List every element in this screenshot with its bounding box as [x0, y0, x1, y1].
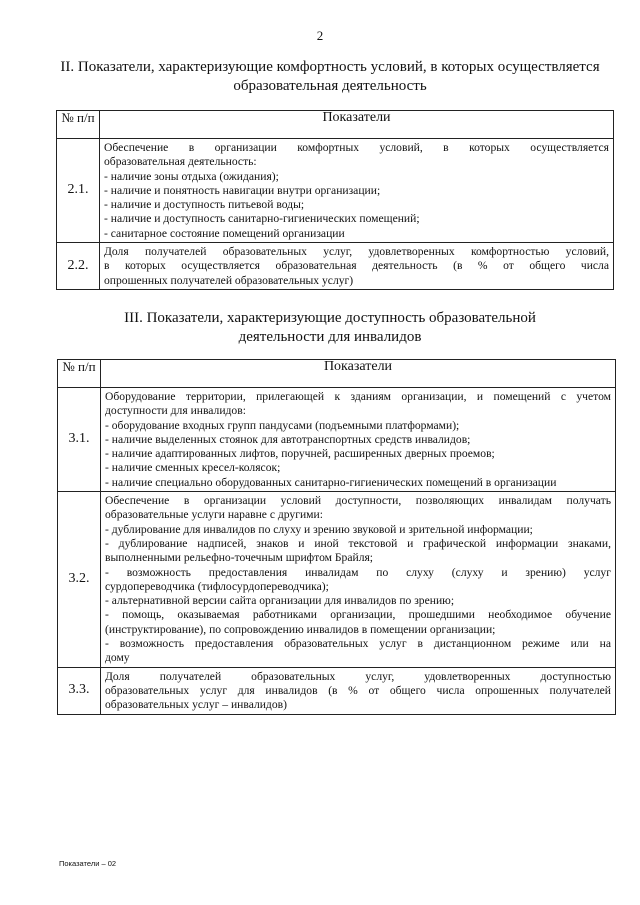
- indicator-line: Обеспечение в организации условий доступности, позволяющих инвалидам получать: [105, 494, 611, 508]
- indicator-line: образовательные услуги наравне с другими:: [105, 508, 323, 522]
- indicator-text: [101, 667, 616, 714]
- indicator-line: выполненными рельефно-точечным шрифтом Брайля;: [105, 551, 374, 565]
- row-number: 2.1.: [57, 139, 100, 243]
- indicator-line: - помощь, оказываемая работниками организации, прошедшими необходимое обучение: [105, 608, 611, 622]
- indicator-line: - возможность предоставления образовательных услуг в дистанционном режиме или на: [105, 637, 611, 651]
- indicator-line: - дублирование для инвалидов по слуху и зрению звуковой и зрительной информации;: [105, 522, 533, 536]
- table-row: [57, 243, 614, 290]
- indicator-line: - наличие и доступность питьевой воды;: [104, 198, 305, 212]
- table-row: [57, 139, 614, 243]
- indicator-line: (инструктирование), по сопровождению инвалидов в помещении организации;: [105, 622, 496, 636]
- indicator-line: - возможность предоставления инвалидам по слуху (слуху и зрению) услуг: [105, 565, 611, 579]
- section-3-title-line: деятельности для инвалидов: [238, 329, 422, 345]
- page-number: 2: [316, 28, 324, 43]
- section-2-title: [40, 58, 620, 96]
- indicator-line: - наличие и понятность навигации внутри организации;: [104, 183, 381, 197]
- indicator-line: - наличие зоны отдыха (ожидания);: [104, 169, 279, 183]
- section-2-title-line: образовательная деятельность: [233, 78, 427, 94]
- indicator-line: - наличие специально оборудованных санитарно-гигиенических помещений в организации: [105, 475, 557, 489]
- table-header-row: [58, 360, 616, 388]
- indicator-line: - наличие выделенных стоянок для автотранспортных средств инвалидов;: [105, 432, 471, 446]
- table-row: [58, 667, 616, 714]
- indicator-line: - оборудование входных групп пандусами (подъемными платформами);: [105, 418, 460, 432]
- indicator-line: Обеспечение в организации комфортных условий, в которых осуществляется: [104, 141, 609, 154]
- column-header-indicators: Показатели: [100, 111, 614, 139]
- indicator-line: в которых осуществляется образовательная деятельность (в % от общего числа: [104, 259, 609, 273]
- row-number: 3.2.: [58, 492, 101, 668]
- section-3-title: [40, 309, 620, 347]
- row-number: 3.1.: [58, 388, 101, 492]
- section-3-title-line: III. Показатели, характеризующие доступность образовательной: [124, 310, 536, 326]
- table-row: [58, 388, 616, 492]
- indicator-line: - дублирование надписей, знаков и иной текстовой и графической информации знаками,: [105, 536, 611, 550]
- indicator-line: доступности для инвалидов:: [105, 404, 246, 418]
- section-2-table: [56, 110, 614, 290]
- column-header-number: № п/п: [57, 111, 100, 139]
- indicator-text: [100, 243, 614, 290]
- row-number: 2.2.: [57, 243, 100, 290]
- indicator-line: - санитарное состояние помещений организации: [104, 226, 345, 240]
- table-row: [58, 492, 616, 668]
- column-header-indicators: Показатели: [101, 360, 616, 388]
- indicator-line: образовательных услуг для инвалидов (в % от общего числа опрошенных получателей: [105, 683, 611, 697]
- indicator-line: - альтернативной версии сайта организации для инвалидов по зрению;: [105, 594, 455, 608]
- footer-label: Показатели – 02: [59, 859, 117, 868]
- indicator-text: [100, 139, 614, 243]
- indicator-line: Доля получателей образовательных услуг, удовлетворенных доступностью: [105, 669, 611, 683]
- indicator-line: образовательная деятельность:: [104, 155, 257, 169]
- indicator-line: Оборудование территории, прилегающей к зданиям организации, и помещений с учетом: [105, 390, 611, 403]
- indicator-line: Доля получателей образовательных услуг, удовлетворенных комфортностью условий,: [104, 245, 609, 259]
- section-2-title-line: II. Показатели, характеризующие комфортность условий, в которых осуществляется: [60, 59, 600, 75]
- indicator-text: [101, 492, 616, 668]
- indicator-line: дому: [105, 651, 130, 665]
- indicator-line: - наличие сменных кресел-колясок;: [105, 461, 281, 475]
- indicator-line: образовательных услуг – инвалидов): [105, 698, 287, 712]
- indicator-text: [101, 388, 616, 492]
- table-header-row: [57, 111, 614, 139]
- section-3-table: [57, 359, 616, 715]
- indicator-line: опрошенных получателей образовательных услуг): [104, 273, 354, 287]
- column-header-number: № п/п: [58, 360, 101, 388]
- indicator-line: сурдопереводчика (тифлосурдопереводчика);: [105, 579, 329, 593]
- indicator-line: - наличие и доступность санитарно-гигиенических помещений;: [104, 212, 420, 226]
- indicator-line: - наличие адаптированных лифтов, поручней, расширенных дверных проемов;: [105, 447, 495, 461]
- row-number: 3.3.: [58, 667, 101, 714]
